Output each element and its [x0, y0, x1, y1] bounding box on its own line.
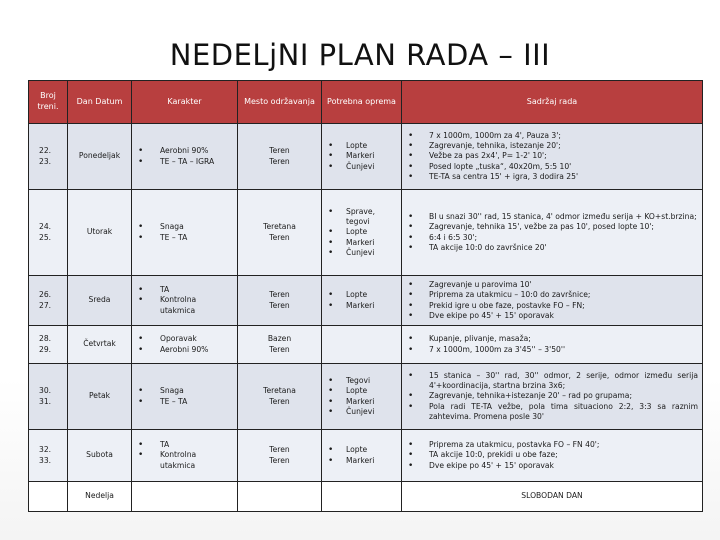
cell-sadrzaj — [402, 190, 703, 276]
cell-dan: Subota — [68, 430, 132, 482]
oprema-list-item: • Čunjevi — [324, 407, 397, 417]
training-number: 29. — [39, 344, 52, 354]
karakter-list — [132, 384, 237, 408]
cell-mesto — [238, 124, 322, 190]
oprema-list — [322, 205, 401, 259]
table-row — [29, 326, 703, 364]
sadrzaj-list — [402, 278, 702, 322]
cell-broj — [29, 482, 68, 512]
location: Teren — [269, 146, 290, 156]
cell-karakter — [132, 482, 238, 512]
header-sadrzaj: Sadržaj rada — [402, 81, 703, 124]
sadrzaj-list-item: • 6:4 i 6:5 30'; — [404, 233, 698, 243]
karakter-list-item: • Snaga — [134, 386, 233, 396]
oprema-list-item: • Lopte — [324, 445, 397, 455]
cell-karakter — [132, 364, 238, 430]
oprema-list-item: • Lopte — [324, 290, 397, 300]
header-karakter: Karakter — [132, 81, 238, 124]
table-row — [29, 190, 703, 276]
location: Teren — [269, 300, 290, 310]
karakter-list — [132, 220, 237, 244]
oprema-list-item: • Markeri — [324, 397, 397, 407]
oprema-list-item: • Markeri — [324, 238, 397, 248]
training-number: 31. — [39, 396, 52, 406]
table-header-row — [29, 81, 703, 124]
karakter-list-item: • Aerobni 90% — [134, 345, 233, 355]
location: Teren — [269, 396, 290, 406]
training-number: 23. — [39, 156, 52, 166]
table-row — [29, 430, 703, 482]
sadrzaj-list-item: • Kupanje, plivanje, masaža; — [404, 334, 698, 344]
cell-mesto — [238, 276, 322, 326]
training-number: 30. — [39, 386, 52, 396]
oprema-list — [322, 139, 401, 173]
karakter-list-item: • Kontrolna utakmica — [134, 450, 233, 470]
table-row-sunday — [29, 482, 703, 512]
karakter-list — [132, 438, 237, 472]
cell-mesto — [238, 430, 322, 482]
cell-oprema — [322, 124, 402, 190]
oprema-list-item: • Sprave, tegovi — [324, 207, 397, 227]
cell-mesto — [238, 326, 322, 364]
karakter-list — [132, 283, 237, 317]
sadrzaj-list-item: • TE-TA sa centra 15' + igra, 3 dodira 25' — [404, 172, 698, 182]
training-number: 22. — [39, 146, 52, 156]
cell-mesto — [238, 364, 322, 430]
sadrzaj-list — [402, 210, 702, 254]
karakter-list-item: • Oporavak — [134, 334, 233, 344]
cell-mesto — [238, 482, 322, 512]
sadrzaj-list-item: • Priprema za utakmicu, postavka FO – FN 40'; — [404, 440, 698, 450]
sadrzaj-list — [402, 438, 702, 472]
cell-sadrzaj — [402, 124, 703, 190]
sadrzaj-list-item: • Posed lopte „tuska“, 40x20m, 5:5 10' — [404, 162, 698, 172]
karakter-list-item: • TA — [134, 440, 233, 450]
cell-sadrzaj: SLOBODAN DAN — [402, 482, 703, 512]
oprema-list-item: • Čunjevi — [324, 162, 397, 172]
table-row — [29, 364, 703, 430]
cell-broj — [29, 276, 68, 326]
cell-dan: Ponedeljak — [68, 124, 132, 190]
training-number: 26. — [39, 290, 52, 300]
sadrzaj-list — [402, 129, 702, 183]
karakter-list-item: • Snaga — [134, 222, 233, 232]
cell-sadrzaj — [402, 430, 703, 482]
cell-oprema — [322, 430, 402, 482]
sadrzaj-list-item: • Zagrevanje u parovima 10' — [404, 280, 698, 290]
weekly-plan-table — [28, 80, 703, 512]
oprema-list — [322, 443, 401, 467]
sadrzaj-list — [402, 332, 702, 356]
cell-karakter — [132, 124, 238, 190]
training-number: 33. — [39, 455, 52, 465]
sadrzaj-list-item: • Pola radi TE-TA vežbe, pola tima situaciono 2:2, 3:3 sa raznim zahtevima. Promena posle 30' — [404, 402, 698, 422]
cell-oprema — [322, 276, 402, 326]
oprema-list-item: • Lopte — [324, 227, 397, 237]
karakter-list-item: • Aerobni 90% — [134, 146, 233, 156]
cell-sadrzaj — [402, 326, 703, 364]
cell-dan: Petak — [68, 364, 132, 430]
cell-oprema — [322, 326, 402, 364]
sadrzaj-list-item: • Zagrevanje, tehnika 15', vežbe za pas 10', posed lopte 10'; — [404, 222, 698, 232]
location: Teren — [269, 455, 290, 465]
header-mesto: Mesto održavanja — [238, 81, 322, 124]
training-number: 25. — [39, 232, 52, 242]
karakter-list — [132, 332, 237, 356]
header-broj: Broj treni. — [29, 81, 68, 124]
cell-oprema — [322, 190, 402, 276]
location: Teretana — [263, 222, 296, 232]
cell-karakter — [132, 276, 238, 326]
karakter-list-item: • TE – TA — [134, 233, 233, 243]
cell-oprema — [322, 482, 402, 512]
cell-dan: Nedelja — [68, 482, 132, 512]
location: Teren — [269, 344, 290, 354]
sadrzaj-list — [402, 369, 702, 423]
sadrzaj-list-item: • 7 x 1000m, 1000m za 4', Pauza 3'; — [404, 131, 698, 141]
cell-broj — [29, 430, 68, 482]
sadrzaj-list-item: • 15 stanica – 30'' rad, 30'' odmor, 2 serije, odmor između serija 4'+koordinacija, startna brzina 3x6; — [404, 371, 698, 391]
cell-broj — [29, 124, 68, 190]
oprema-list-item: • Lopte — [324, 386, 397, 396]
oprema-list-item: • Čunjevi — [324, 248, 397, 258]
sadrzaj-list-item: • TA akcije 10:0, prekidi u obe faze; — [404, 450, 698, 460]
oprema-list-item: • Markeri — [324, 151, 397, 161]
sadrzaj-list-item: • 7 x 1000m, 1000m za 3'45'' – 3'50'' — [404, 345, 698, 355]
oprema-list-item: • Markeri — [324, 301, 397, 311]
training-number: 32. — [39, 445, 52, 455]
sadrzaj-list-item: • Prekid igre u obe faze, postavke FO – FN; — [404, 301, 698, 311]
cell-broj — [29, 364, 68, 430]
cell-dan: Četvrtak — [68, 326, 132, 364]
oprema-list — [322, 374, 401, 418]
cell-broj — [29, 190, 68, 276]
table-row — [29, 276, 703, 326]
sadrzaj-list-item: • Dve ekipe po 45' + 15' oporavak — [404, 461, 698, 471]
training-number: 27. — [39, 300, 52, 310]
sadrzaj-list-item: • Vežbe za pas 2x4', P= 1-2' 10'; — [404, 151, 698, 161]
cell-oprema — [322, 364, 402, 430]
training-number: 24. — [39, 222, 52, 232]
karakter-list-item: • TE – TA — [134, 397, 233, 407]
header-dan: Dan Datum — [68, 81, 132, 124]
cell-dan: Sreda — [68, 276, 132, 326]
karakter-list-item: • TA — [134, 285, 233, 295]
cell-karakter — [132, 190, 238, 276]
location: Teretana — [263, 386, 296, 396]
cell-sadrzaj — [402, 276, 703, 326]
training-number: 28. — [39, 334, 52, 344]
oprema-list-item: • Markeri — [324, 456, 397, 466]
sadrzaj-list-item: • Zagrevanje, tehnika, istezanje 20'; — [404, 141, 698, 151]
karakter-list-item: • Kontrolna utakmica — [134, 295, 233, 315]
sadrzaj-list-item: • Zagrevanje, tehnika+istezanje 20' – rad po grupama; — [404, 391, 698, 401]
karakter-list-item: • TE – TA – IGRA — [134, 157, 233, 167]
oprema-list-item: • Lopte — [324, 141, 397, 151]
sadrzaj-list-item: • Priprema za utakmicu – 10:0 do završnice; — [404, 290, 698, 300]
sadrzaj-list-item: • TA akcije 10:0 do završnice 20' — [404, 243, 698, 253]
location: Bazen — [267, 334, 292, 344]
oprema-list-item: • Tegovi — [324, 376, 397, 386]
table-row — [29, 124, 703, 190]
cell-sadrzaj — [402, 364, 703, 430]
sadrzaj-list-item: • Dve ekipe po 45' + 15' oporavak — [404, 311, 698, 321]
cell-broj — [29, 326, 68, 364]
header-oprema: Potrebna oprema — [322, 81, 402, 124]
cell-karakter — [132, 326, 238, 364]
sadrzaj-list-item: • BI u snazi 30'' rad, 15 stanica, 4' odmor između serija + KO+st.brzina; — [404, 212, 698, 222]
location: Teren — [269, 232, 290, 242]
location: Teren — [269, 156, 290, 166]
cell-karakter — [132, 430, 238, 482]
cell-dan: Utorak — [68, 190, 132, 276]
location: Teren — [269, 445, 290, 455]
page-title: NEDELjNI PLAN RADA – III — [169, 38, 551, 72]
karakter-list — [132, 144, 237, 168]
oprema-list — [322, 288, 401, 312]
cell-mesto — [238, 190, 322, 276]
location: Teren — [269, 290, 290, 300]
